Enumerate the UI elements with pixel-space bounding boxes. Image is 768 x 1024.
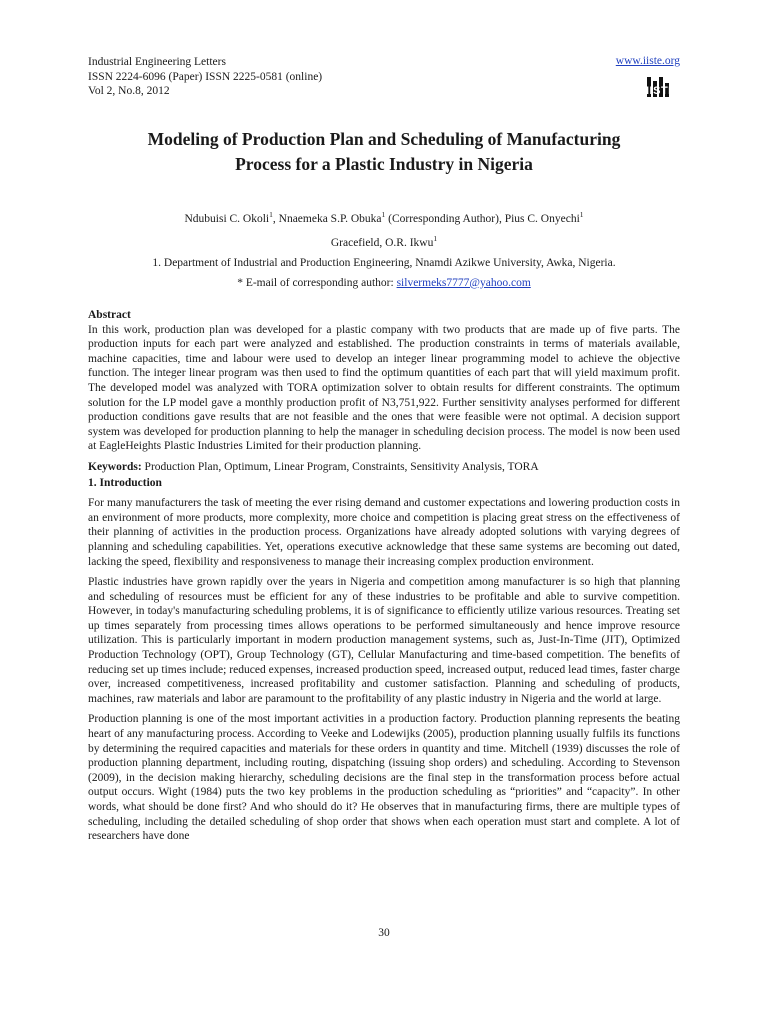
- journal-info: [88, 55, 680, 99]
- iiste-logo-icon: [646, 77, 677, 97]
- paper-title: [88, 127, 680, 177]
- keywords-label: Keywords:: [88, 460, 142, 473]
- page-number: 30: [378, 927, 390, 939]
- email-link[interactable]: silvermeks7777@yahoo.com: [396, 276, 531, 289]
- title-line-1: Modeling of Production Plan and Scheduling of Manufacturing: [147, 129, 621, 149]
- author-line-1: Ndubuisi C. Okoli$^1$, Nnaemeka S.P. Obuka$^1$ (Corresponding Author), Pius C. Onyechi$^1$: [184, 210, 584, 225]
- journal-volume: Vol 2, No.8, 2012: [88, 85, 170, 97]
- title-line-2: Process for a Plastic Industry in Nigeria: [235, 154, 533, 174]
- website-link[interactable]: www.iiste.org: [615, 55, 680, 67]
- intro-paragraph-1: For many manufacturers the task of meeting the ever rising demand and customer expectations and lowering production costs in an environment of more products, more complexity, more choice and competition is placing great stress on the effectiveness of their planning of activities in the production process. Organizations have already adopted solutions with varying degrees of planning and scheduling capabilities. Yet, operations executive acknowledge that these same systems are becoming out dated, lacking the speed, flexibility and responsiveness to manage their increasing complex production environment.: [88, 497, 680, 568]
- paper-body: [88, 308, 680, 850]
- intro-paragraph-3: Production planning is one of the most important activities in a production factory. Production planning represents the beating heart of any manufacturing process. According to Veeke and Lodewijks (2005), production planning usually fulfils its functions by determining the required capacities and materials for these orders in quantity and time. Mitchell (1939) discusses the role of production planning department, including routing, dispatching (issuing shop orders) and scheduling. According to Stevenson (2009), in the decision making hierarchy, scheduling decisions are the final step in the transformation process before actual output occurs. Wight (1984) puts the two key problems in the production scheduling as “priorities” and “capacity”. In other words, what should be done first? And who should do it? He observes that in manufacturing firms, there are multiple types of scheduling, including the detailed scheduling of shop order that shows when each operation must start and complete. A lot of researchers have done: [88, 713, 680, 843]
- keywords-text: Production Plan, Optimum, Linear Program, Constraints, Sensitivity Analysis, TORA: [141, 460, 539, 473]
- abstract-heading: Abstract: [88, 309, 131, 321]
- email-line: * E-mail of corresponding author: silvermeks7777@yahoo.com: [237, 276, 531, 289]
- logo-text: IISTE: [646, 85, 677, 97]
- author-line-2: Gracefield, O.R. Ikwu$^1$: [330, 233, 438, 249]
- keywords: [88, 460, 680, 475]
- author-block: [88, 205, 680, 293]
- section-heading-introduction: 1. Introduction: [88, 476, 162, 489]
- journal-header: [88, 55, 680, 105]
- journal-issn: ISSN 2224-6096 (Paper) ISSN 2225-0581 (online): [88, 70, 323, 83]
- affiliation: 1. Department of Industrial and Production Engineering, Nnamdi Azikwe University, Awka, Nigeria.: [152, 256, 616, 269]
- intro-paragraph-2: Plastic industries have grown rapidly over the years in Nigeria and competition among manufacturer is so high that planning and scheduling of resources must be efficient for any of these industries to be profitable and able to survive competition. However, in today's manufacturing scheduling problems, it is of significance to efficiently utilize various resources. Treating set up times separately from processing times allows operations to be performed simultaneously and hence improve resource utilization. This is particularly important in modern production management systems, such as, Just-In-Time (JIT), Optimized Production Technology (OPT), Group Technology (GT), Cellular Manufacturing and time-based competition. The benefits of reducing set up times include; reduced expenses, increased production speed, increased output, reduced lead times, faster charge over, increased competitiveness, increased profitability and customer satisfaction. Planning and scheduling of products, machines, raw materials and labor are paramount to the profitability of any plastic industry in Nigeria and the world at large.: [88, 576, 680, 705]
- abstract-text: In this work, production plan was developed for a plastic company with two products that are made up of five parts. The production inputs for each part were analyzed and established. The production constraints in terms of materials available, machine capacities, time and labour were used to develop an integer linear programming model to achieve the objective function. The integer linear program was then used to find the optimum quantities of each part that will yield maximum profit. The developed model was analyzed with TORA optimization solver to obtain results for different constraints. The optimum solution for the LP model gave a monthly production profit of N3,751,922. Further sensitivity analyses performed for different production conditions gave results that are not feasible and the ones that were feasible were not optimal. A decision support system was developed for production planning to help the manager in scheduling decision process. The model is now been used at EagleHeights Plastic Industries Limited for their production planning.: [88, 323, 680, 453]
- journal-name: Industrial Engineering Letters: [88, 56, 226, 68]
